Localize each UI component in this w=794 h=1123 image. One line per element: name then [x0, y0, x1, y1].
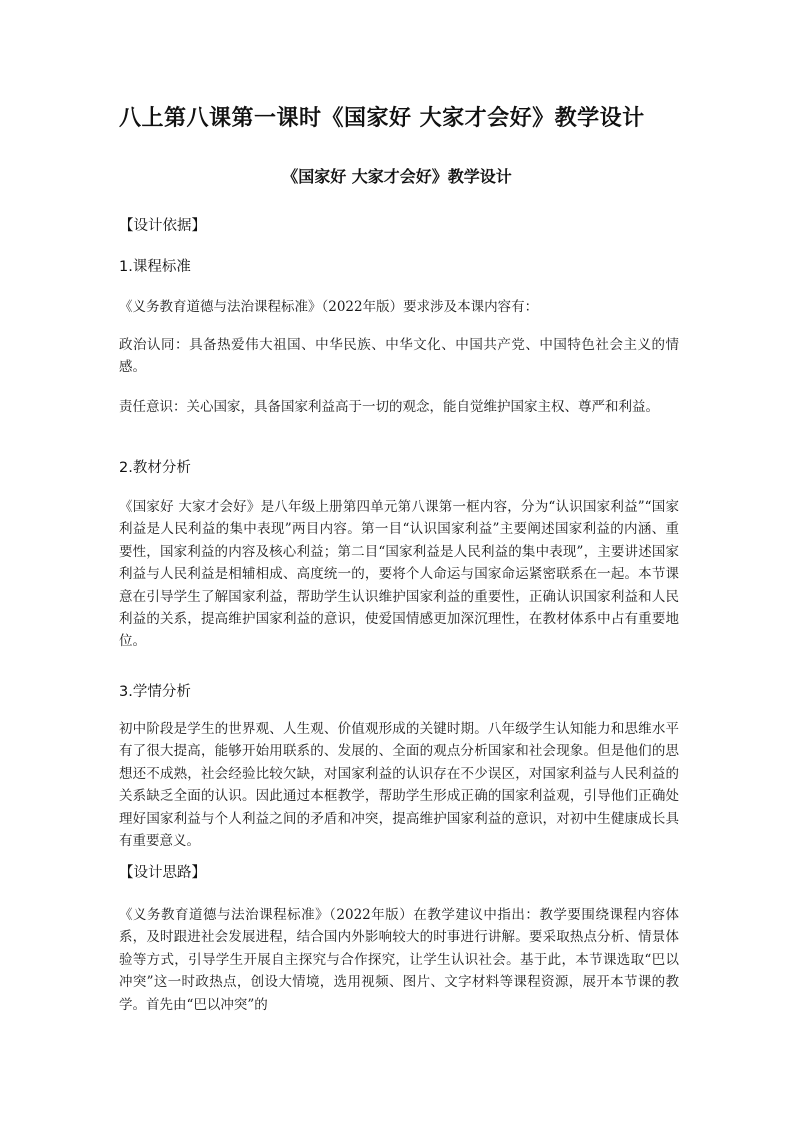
section-heading-basis: 【设计依据】 — [119, 218, 206, 234]
document-title: 八上第八课第一课时《国家好 大家才会好》教学设计 — [119, 106, 645, 131]
paragraph-learner-analysis: 初中阶段是学生的世界观、人生观、价值观形成的关键时期。八年级学生认知能力和思维水平有了很大提高，能够开始用联系的、发展的、全面的观点分析国家和社会现象。但是他们的思想还不成熟，社会经验比较欠缺，对国家利益的认识存在不少误区，对国家利益与人民利益的关系缺乏全面的认识。因此通过本框教学，帮助学生形成正确的国家利益观，引导他们正确处理好国家利益与个人利益之间的矛盾和冲突，提高维护国家利益的意识，对初中生健康成长具有重要意义。 — [119, 721, 679, 850]
paragraph-textbook-analysis: 《国家好 大家才会好》是八年级上册第四单元第八课第一框内容，分为“认识国家利益”“国家利益是人民利益的集中表现”两目内容。第一目“认识国家利益”主要阐述国家利益的内涵、重要性，国家利益的内容及核心利益；第二目“国家利益是人民利益的集中表现”，主要讲述国家利益与人民利益是相辅相成、高度统一的，要将个人命运与国家命运紧密联系在一起。本节课意在引导学生了解国家利益，帮助学生认识维护国家利益的重要性，正确认识国家利益和人民利益的关系，提高维护国家利益的意识，使爱国情感更加深沉理性，在教材体系中占有重要地位。 — [119, 499, 679, 650]
heading-learner-analysis: 3.学情分析 — [119, 684, 191, 700]
paragraph-responsibility: 责任意识：关心国家，具备国家利益高于一切的观念，能自觉维护国家主权、尊严和利益。 — [119, 399, 659, 415]
section-heading-design-idea: 【设计思路】 — [119, 865, 206, 881]
paragraph-standard-intro: 《义务教育道德与法治课程标准》（2022年版）要求涉及本课内容有： — [119, 299, 539, 315]
heading-curriculum-standard: 1.课程标准 — [119, 259, 191, 275]
heading-textbook-analysis: 2.教材分析 — [119, 460, 191, 476]
paragraph-political-identity: 政治认同：具备热爱伟大祖国、中华民族、中华文化、中国共产党、中国特色社会主义的情感。 — [119, 337, 679, 376]
paragraph-design-idea: 《义务教育道德与法治课程标准》（2022年版）在教学建议中指出：教学要围绕课程内容体系，及时跟进社会发展进程，结合国内外影响较大的时事进行讲解。要采取热点分析、情景体验等方式，引导学生开展自主探究与合作探究，让学生认识社会。基于此，本节课选取“巴以冲突”这一时政热点，创设大情境，选用视频、图片、文字材料等课程资源，展开本节课的教学。首先由“巴以冲突”的 — [119, 907, 679, 1013]
document-subtitle: 《国家好 大家才会好》教学设计 — [282, 167, 512, 186]
